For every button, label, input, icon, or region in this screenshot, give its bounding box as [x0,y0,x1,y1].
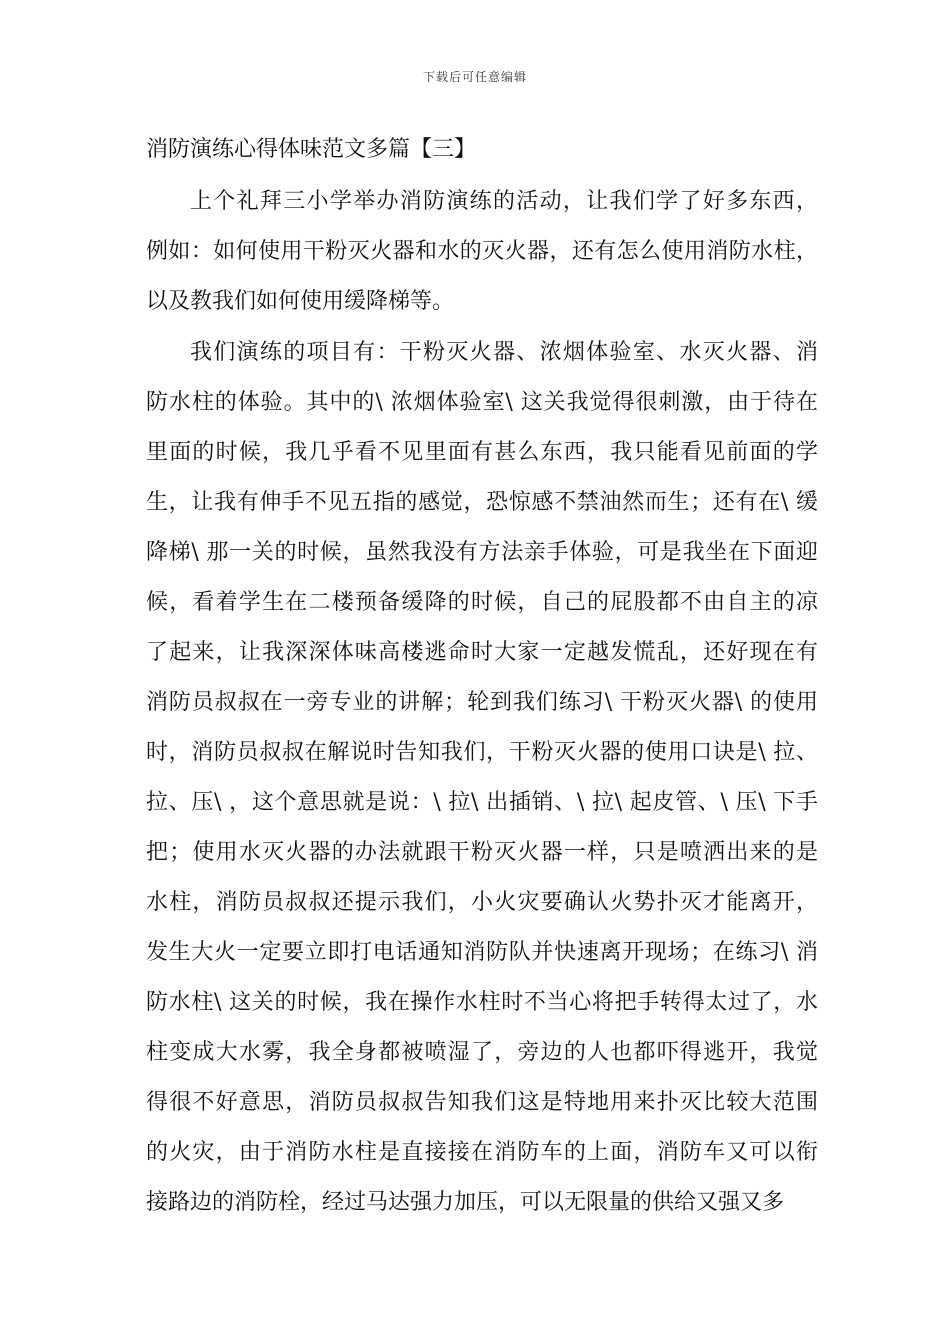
paragraph-line: 以及教我们如何使用缓降梯等。 [146,289,455,314]
paragraph-line: 消防员叔叔在一旁专业的讲解；轮到我们练习\ 干粉灭火器\ 的使用 [146,690,818,715]
paragraph-1 [146,177,818,327]
paragraph-line: 拉、压\ ，这个意思就是说：\ 拉\ 出插销、\ 拉\ 起皮管、\ 压\ 下手 [146,790,818,815]
header-note: 下载后可任意编辑 [422,70,527,84]
paragraph-line: 了起来，让我深深体味高楼逃命时大家一定越发慌乱，还好现在有 [146,640,818,665]
paragraph-2 [146,328,818,1228]
paragraph-line: 候，看着学生在二楼预备缓降的时候，自己的屁股都不由自主的凉 [146,590,818,615]
paragraph-line: 得很不好意思，消防员叔叔告知我们这是特地用来扑灭比较大范围 [146,1090,818,1115]
paragraph-line: 发生大火一定要立即打电话通知消防队并快速离开现场；在练习\ 消 [146,940,818,965]
paragraph-line: 防水柱的体验。其中的\ 浓烟体验室\ 这关我觉得很刺激，由于待在 [146,390,818,415]
paragraph-line: 防水柱\ 这关的时候，我在操作水柱时不当心将把手转得太过了，水 [146,990,818,1015]
paragraph-line: 例如：如何使用干粉灭火器和水的灭火器，还有怎么使用消防水柱， [146,239,818,264]
paragraph-line: 时，消防员叔叔在解说时告知我们，干粉灭火器的使用口诀是\ 拉、 [146,740,818,765]
paragraph-line: 水柱，消防员叔叔还提示我们，小火灾要确认火势扑灭才能离开， [146,890,818,915]
paragraph-line: 上个礼拜三小学举办消防演练的活动，让我们学了好多东西， [190,189,818,214]
paragraph-line: 里面的时候，我几乎看不见里面有甚么东西，我只能看见前面的学 [146,440,818,465]
paragraph-line: 柱变成大水雾，我全身都被喷湿了，旁边的人也都吓得逃开，我觉 [146,1040,818,1065]
document-title: 消防演练心得体味范文多篇【三】 [146,137,477,162]
paragraph-line: 生，让我有伸手不见五指的感觉，恐惊感不禁油然而生；还有在\ 缓 [146,490,818,515]
paragraph-line: 降梯\ 那一关的时候，虽然我没有方法亲手体验，可是我坐在下面迎 [146,540,818,565]
paragraph-line: 把；使用水灭火器的办法就跟干粉灭火器一样，只是喷洒出来的是 [146,840,818,865]
paragraph-line: 的火灾，由于消防水柱是直接接在消防车的上面，消防车又可以衔 [146,1140,818,1165]
paragraph-line: 我们演练的项目有：干粉灭火器、浓烟体验室、水灭火器、消 [190,340,818,365]
paragraph-line: 接路边的消防栓，经过马达强力加压，可以无限量的供给又强又多 [146,1190,785,1215]
